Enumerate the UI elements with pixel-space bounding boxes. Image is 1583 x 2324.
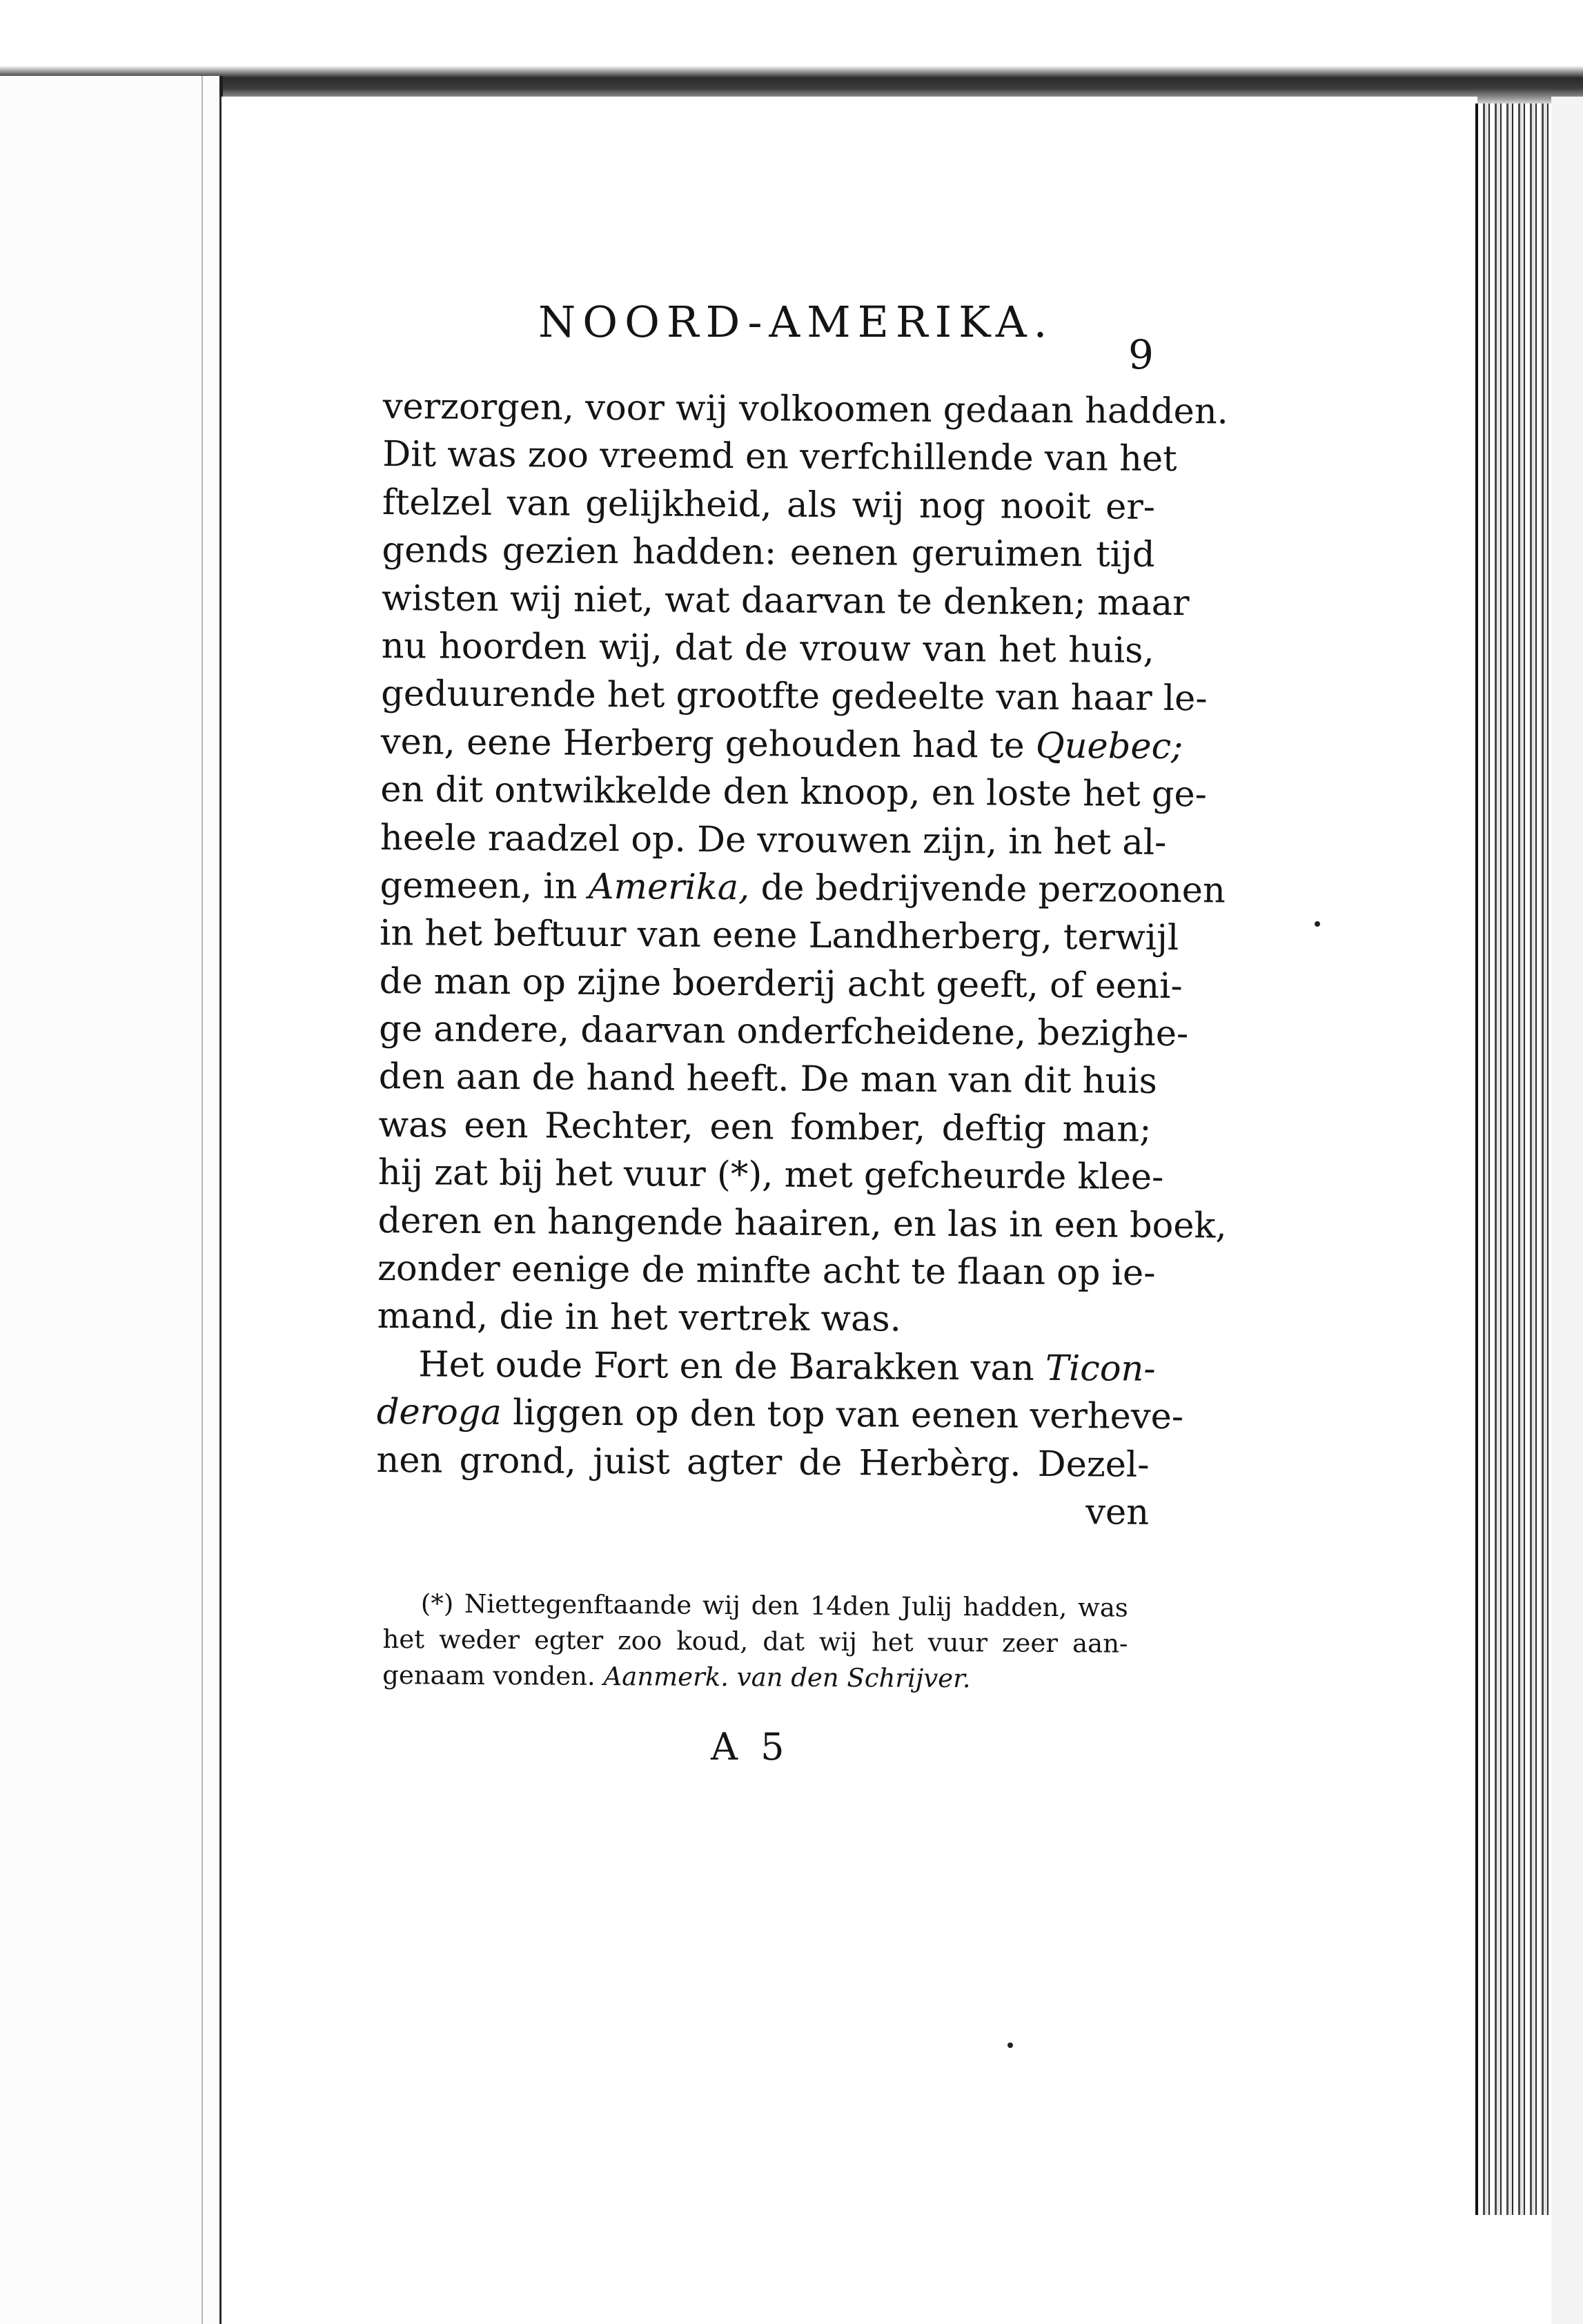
text-line [380, 814, 1167, 867]
text-run: Dit was zoo vreemd en verfchillende van het [382, 434, 1177, 480]
text-run: nu hoorden wij, dat de vrouw van het huis, [381, 625, 1154, 671]
text-run: wisten wij niet, wat daarvan te denken; maar [381, 578, 1190, 624]
text-line [376, 1437, 1149, 1489]
text-line [380, 862, 1226, 914]
text-run: verzorgen, voor wij volkoomen gedaan hadden. [382, 386, 1229, 433]
footnote [382, 1586, 1128, 1698]
text-line [376, 1388, 1184, 1441]
footnote-line [382, 1622, 1128, 1662]
text-run: ven [1085, 1492, 1150, 1533]
text-run: het weder egter zoo koud, dat wij het vuur zeer aan- [382, 1624, 1128, 1659]
text-run: liggen op den top van eenen verheve- [501, 1392, 1184, 1438]
text-run: heele raadzel op. De vrouwen zijn, in het al- [380, 817, 1167, 863]
body-text [376, 383, 1229, 1537]
text-line [377, 1149, 1164, 1201]
text-run: in het beftuur van eene Landherberg, terwijl [379, 913, 1179, 959]
text-run: zonder eenige de minfte acht te flaan op ie- [377, 1248, 1156, 1294]
text-run: de bedrijvende perzoonen [749, 867, 1226, 912]
text-run: ge andere, daarvan onderfcheidene, bezighe- [379, 1009, 1189, 1055]
text-run: de man op zijne boerderij acht geeft, of eeni- [379, 961, 1183, 1007]
italic-text: Amerika, [588, 866, 750, 909]
running-head: NOORD-AMERIKA. [538, 297, 1054, 347]
text-line [381, 622, 1154, 675]
page-fore-edge [1475, 104, 1556, 2215]
text-run: ftelzel van gelijkheid, als wij nog nooit er- [382, 482, 1156, 528]
text-line [379, 1005, 1189, 1058]
text-line [382, 431, 1177, 483]
text-line [377, 1245, 1156, 1297]
italic-text: Aanmerk. van den Schrijver. [603, 1661, 971, 1694]
text-line [382, 383, 1229, 435]
footnote-line [383, 1586, 1128, 1626]
text-line [380, 718, 1183, 771]
scan-speck [1315, 921, 1320, 927]
text-line [381, 575, 1190, 627]
text-run: deren en hangende haairen, en las in een boek, [377, 1200, 1227, 1247]
text-line [382, 526, 1154, 579]
text-run: mand, die in het vertrek was. [377, 1296, 902, 1341]
text-run: gemeen, in [380, 865, 589, 907]
italic-text: deroga [376, 1392, 502, 1434]
text-run: gends gezien hadden: eenen geruimen tijd [382, 530, 1155, 576]
text-line [378, 1053, 1157, 1105]
text-run: den aan de hand heeft. De man van dit huis [378, 1056, 1157, 1103]
scan-right-margin [1551, 97, 1583, 2324]
footnote-line [382, 1657, 1128, 1698]
text-line [377, 1292, 1150, 1345]
text-run: nen grond, juist agter de Herbèrg. Dezel- [376, 1439, 1150, 1486]
text-run: en dit ontwikkelde den knoop, en loste het ge- [380, 769, 1208, 816]
text-line [379, 909, 1179, 962]
text-line [376, 1484, 1149, 1537]
text-run: geduurende het grootfte gedeelte van haar le- [381, 673, 1208, 720]
italic-text: Quebec; [1035, 725, 1183, 767]
italic-text: Ticon- [1045, 1348, 1156, 1390]
text-line [377, 1341, 1156, 1393]
page-number: 9 [1128, 331, 1154, 378]
text-line [380, 766, 1208, 818]
text-line [382, 479, 1155, 531]
text-run: ven, eene Herberg gehouden had te [380, 721, 1036, 767]
text-line [378, 1101, 1151, 1154]
text-line [377, 1197, 1227, 1250]
text-line [381, 670, 1208, 722]
text-run: hij zat bij het vuur (*), met gefcheurde klee- [377, 1152, 1164, 1199]
text-line [379, 958, 1183, 1010]
scan-speck [1007, 2042, 1013, 2048]
signature-mark: A 5 [711, 1725, 790, 1769]
left-page-edge [0, 76, 223, 2324]
text-run: (*) Niettegenftaande wij den 14den Julij hadden, was [420, 1588, 1128, 1623]
text-run: Het oude Fort en de Barakken van [418, 1344, 1046, 1389]
text-run: genaam vonden. [382, 1660, 604, 1691]
text-run: was een Rechter, een fomber, deftig man; [378, 1104, 1152, 1150]
